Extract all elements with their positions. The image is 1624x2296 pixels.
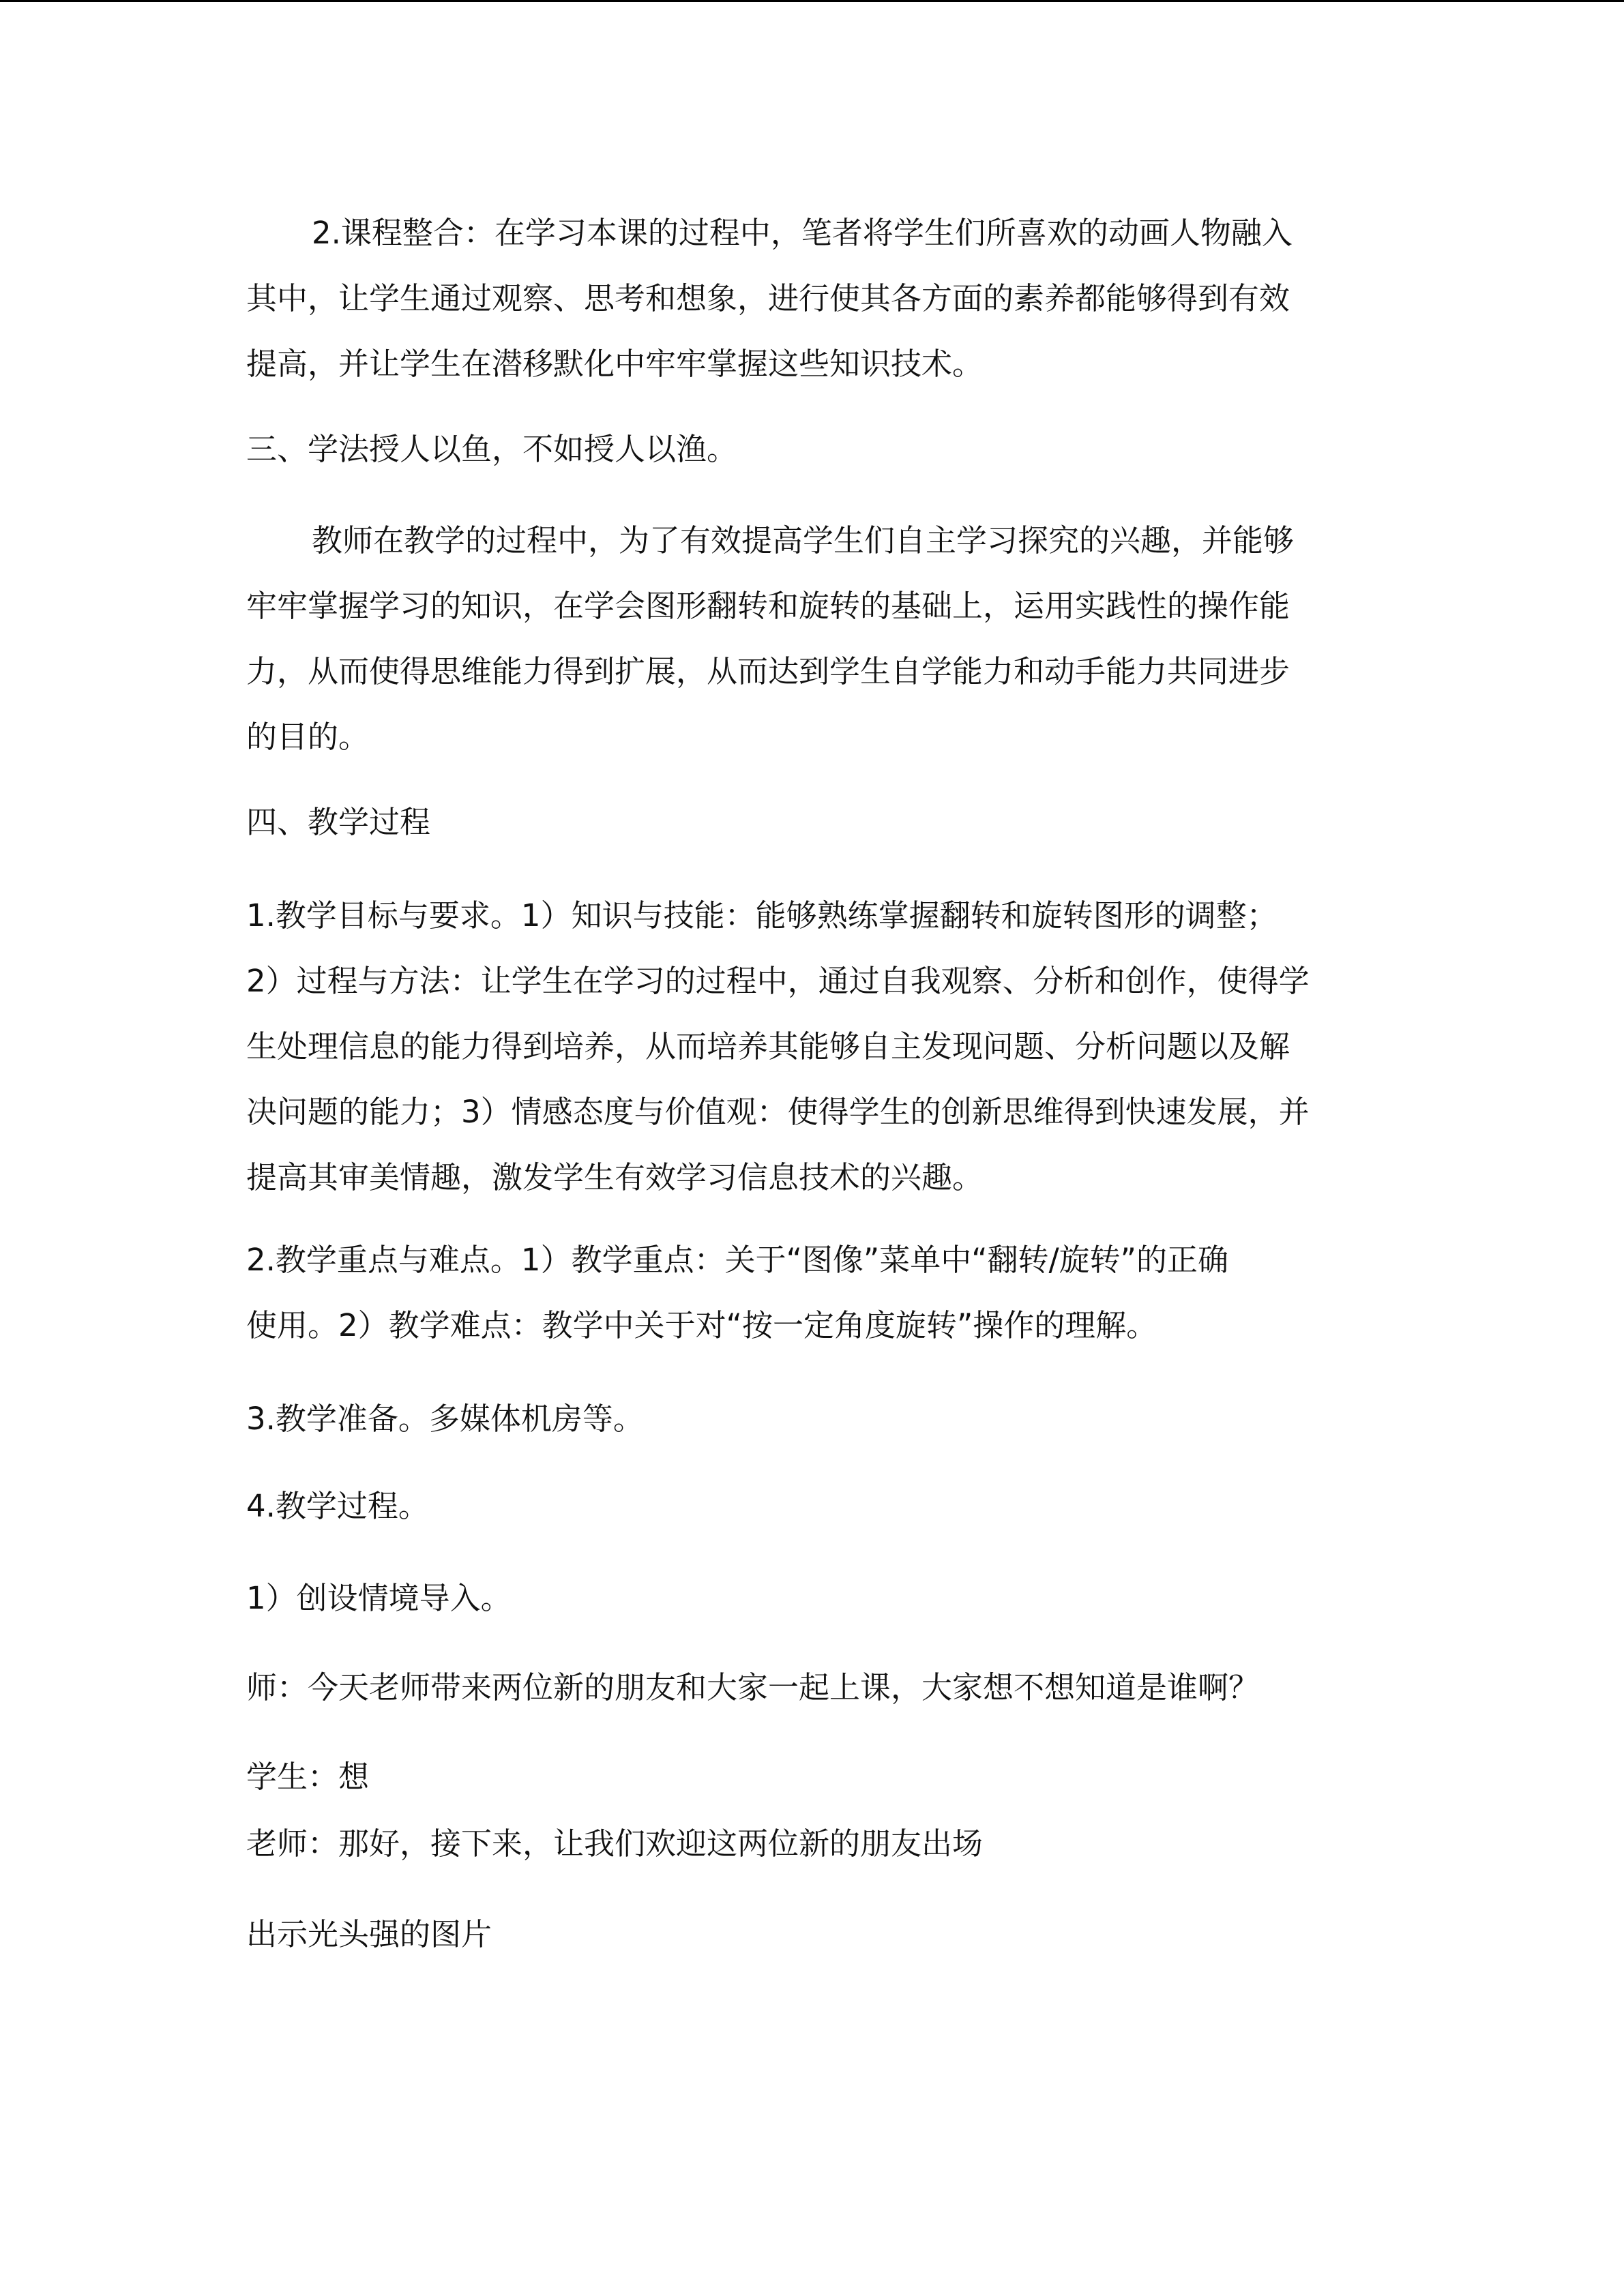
text-line: 教师在教学的过程中，为了有效提高学生们自主学习探究的兴趣，并能够 (312, 522, 1295, 558)
paragraph-process (246, 1474, 1378, 1539)
text-line: 提高其审美情趣，激发学生有效学习信息技术的兴趣。 (246, 1159, 984, 1195)
text-line: 的目的。 (246, 719, 370, 755)
paragraph-curriculum-integration (246, 200, 1378, 397)
text-line: 老师：那好，接下来，让我们欢迎这两位新的朋友出场 (246, 1825, 984, 1862)
text-line: 决问题的能力；3）情感态度与价值观：使得学生的创新思维得到快速发展，并 (246, 1094, 1310, 1130)
text-line: 2.教学重点与难点。1）教学重点：关于“图像”菜单中“翻转/旋转”的正确 (246, 1242, 1228, 1278)
text-line: 提高，并让学生在潜移默化中牢牢掌握这些知识技术。 (246, 346, 984, 382)
dialogue-teacher-1 (246, 1655, 1378, 1720)
text-line: 其中，让学生通过观察、思考和想象，进行使其各方面的素养都能够得到有效 (246, 280, 1290, 316)
heading-text: 四、教学过程 (246, 804, 431, 840)
text-line: 出示光头强的图片 (246, 1916, 492, 1952)
text-line: 2）过程与方法：让学生在学习的过程中，通过自我观察、分析和创作，使得学 (246, 963, 1310, 999)
dialogue-teacher-2 (246, 1811, 1378, 1877)
paragraph-key-points (246, 1227, 1378, 1358)
text-line: 2.课程整合：在学习本课的过程中，笔者将学生们所喜欢的动画人物融入 (312, 215, 1293, 251)
text-line: 力，从而使得思维能力得到扩展，从而达到学生自学能力和动手能力共同进步 (246, 653, 1290, 689)
heading-section-three (246, 417, 1378, 482)
paragraph-show-picture (246, 1902, 1378, 1967)
text-line: 1）创设情境导入。 (246, 1580, 512, 1616)
heading-section-four (246, 790, 1378, 855)
dialogue-student (246, 1744, 1378, 1810)
text-line: 1.教学目标与要求。1）知识与技能：能够熟练掌握翻转和旋转图形的调整； (246, 897, 1278, 934)
paragraph-scenario (246, 1566, 1378, 1631)
text-line: 师：今天老师带来两位新的朋友和大家一起上课，大家想不想知道是谁啊？ (246, 1669, 1260, 1705)
paragraph-teaching-goals (246, 883, 1378, 1210)
heading-text: 三、学法授人以鱼，不如授人以渔。 (246, 431, 738, 467)
text-line: 3.教学准备。多媒体机房等。 (246, 1401, 644, 1437)
text-line: 生处理信息的能力得到培养，从而培养其能够自主发现问题、分析问题以及解 (246, 1028, 1290, 1064)
paragraph-preparation (246, 1386, 1378, 1452)
text-line: 使用。2）教学难点：教学中关于对“按一定角度旋转”操作的理解。 (246, 1307, 1157, 1343)
paragraph-teacher-method (246, 508, 1378, 770)
text-line: 牢牢掌握学习的知识，在学会图形翻转和旋转的基础上，运用实践性的操作能 (246, 588, 1290, 624)
text-line: 4.教学过程。 (246, 1488, 429, 1524)
text-line: 学生：想 (246, 1759, 370, 1795)
